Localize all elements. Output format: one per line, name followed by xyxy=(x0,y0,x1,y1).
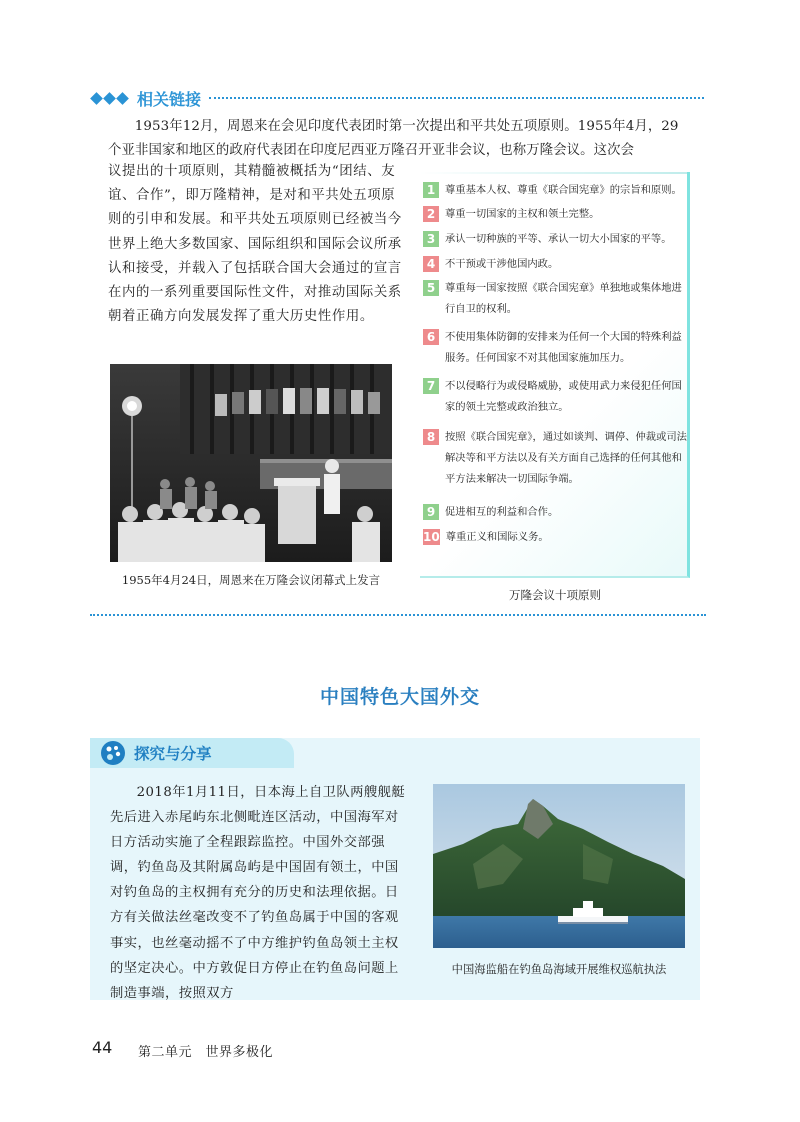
principle-item xyxy=(423,229,689,250)
principle-number: 2 xyxy=(423,206,439,222)
principle-text: 不使用集体防御的安排来为任何一个大国的特殊利益服务。任何国家不对其他国家施加压力。 xyxy=(445,331,682,364)
diaoyu-island-photo xyxy=(433,784,685,948)
dotted-divider xyxy=(209,97,704,99)
diamond-bullets-icon xyxy=(92,94,127,103)
principle-text: 不以侵略行为或侵略威胁，或使用武力来侵犯任何国家的领土完整或政治独立。 xyxy=(445,380,682,413)
page-number: 44 xyxy=(92,1038,113,1057)
principle-text: 尊重正义和国际义务。 xyxy=(445,531,549,543)
related-link-header xyxy=(92,88,704,108)
principles-caption: 万隆会议十项原则 xyxy=(509,588,601,602)
dotted-divider-bottom xyxy=(90,614,706,616)
principle-item xyxy=(423,327,689,369)
patrol-photo-caption: 中国海监船在钓鱼岛海域开展维权巡航执法 xyxy=(451,963,667,976)
bandung-conference-photo xyxy=(110,364,392,562)
principle-text: 承认一切种族的平等、承认一切大小国家的平等。 xyxy=(445,233,672,245)
principle-item xyxy=(423,376,689,418)
explore-share-title: 探究与分享 xyxy=(134,745,212,763)
principle-item xyxy=(423,278,689,320)
principle-text: 按照《联合国宪章》，通过如谈判、调停、仲裁或司法解决等和平方法以及有关方面自己选择的任何其他和平方法来解决一切国际争端。 xyxy=(445,431,687,485)
section-title: 中国特色大国外交 xyxy=(319,686,480,708)
unit-title: 第二单元 世界多极化 xyxy=(138,1045,274,1060)
principle-number: 3 xyxy=(423,231,439,247)
principle-number: 9 xyxy=(423,504,439,520)
principle-text: 不干预或干涉他国内政。 xyxy=(445,258,559,270)
related-link-title: 相关链接 xyxy=(137,89,202,109)
principle-item xyxy=(423,427,689,490)
related-link-paragraph-side: 议提出的十项原则，其精髓被概括为“团结、友谊、合作”，即万隆精神，是对和平共处五项原则的引申和发展。和平共处五项原则已经被当今世界上绝大多数国家、国际组织和国际会议所承认和接受，并载入了包括联合国大会通过的宣言在内的一系列重要国际性文件，对推动国际关系朝着正确方向发展发挥了重大历史性作用。 xyxy=(108,164,402,325)
principle-number: 10 xyxy=(423,530,440,544)
principle-text: 促进相互的利益和合作。 xyxy=(445,506,559,518)
principle-number: 6 xyxy=(423,329,439,345)
principle-item xyxy=(423,180,689,201)
principle-item xyxy=(423,204,689,225)
bandung-photo-caption: 1955年4月24日，周恩来在万隆会议闭幕式上发言 xyxy=(121,573,381,587)
principle-text: 尊重一切国家的主权和领土完整。 xyxy=(445,208,600,220)
principle-number: 4 xyxy=(423,256,439,272)
principle-number: 7 xyxy=(423,378,439,394)
principle-number: 1 xyxy=(423,182,439,198)
palette-icon xyxy=(100,740,126,766)
principle-number: 8 xyxy=(423,429,439,445)
explore-share-tab xyxy=(90,738,294,768)
explore-share-text: 2018年1月11日，日本海上自卫队两艘舰艇先后进入赤尾屿东北侧毗连区活动，中国海军对日方活动实施了全程跟踪监控。中国外交部强调，钓鱼岛及其附属岛屿是中国固有领土，中国对钓鱼岛的主权拥有充分的历史和法理依据。日方有关做法丝毫改变不了钓鱼岛属于中国的客观事实，也丝毫动摇不了中方维护钓鱼岛领土主权的坚定决心。中方敦促日方停止在钓鱼岛问题上制造事端，按照双方 xyxy=(110,785,406,1001)
principle-item xyxy=(423,254,689,275)
ten-principles-box xyxy=(420,172,690,578)
principle-text: 尊重每一国家按照《联合国宪章》单独地或集体地进行自卫的权利。 xyxy=(445,282,682,315)
related-link-paragraph-top: 1953年12月，周恩来在会见印度代表团时第一次提出和平共处五项原则。1955年4月，29个亚非国家和地区的政府代表团在印度尼西亚万隆召开亚非会议，也称万隆会议。这次会 xyxy=(108,119,679,158)
principle-item xyxy=(423,527,690,548)
principle-item xyxy=(423,502,689,523)
principle-text: 尊重基本人权、尊重《联合国宪章》的宗旨和原则。 xyxy=(445,184,682,196)
principle-number: 5 xyxy=(423,280,439,296)
